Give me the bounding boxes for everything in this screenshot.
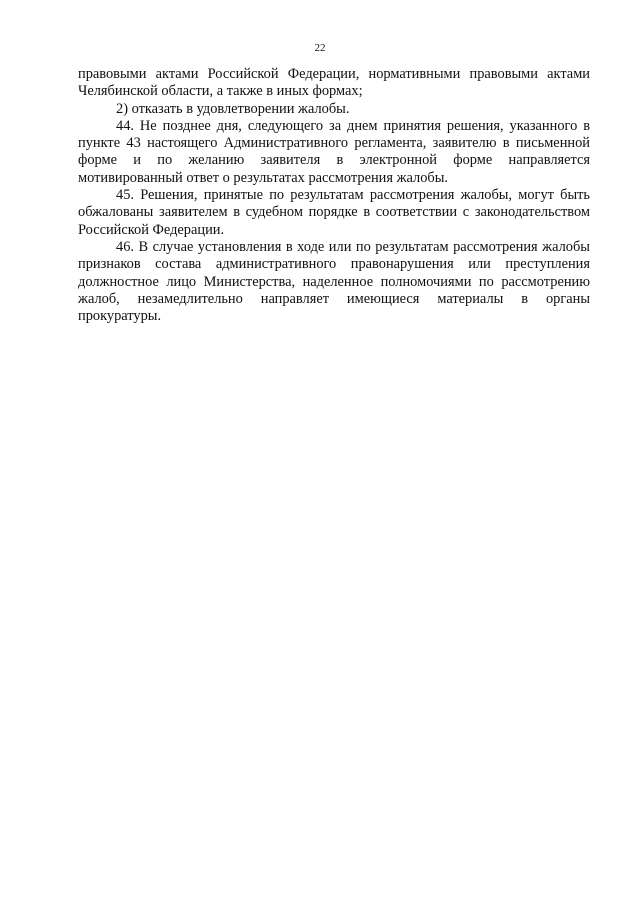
page-number: 22 (314, 42, 326, 54)
paragraph-line: законодательством Российской Федерации. (78, 204, 590, 238)
paragraph-refuse-complaint (78, 101, 590, 118)
paragraph-line: 2) отказать в удовлетворении жалобы. (116, 100, 350, 117)
paragraph-line: рассмотрению жалоб, незамедлительно направляет имеющиеся материалы в (78, 273, 590, 307)
paragraph-44 (78, 118, 590, 187)
paragraph-line: мотивированный ответ о результатах рассмотрения жалобы. (78, 169, 449, 186)
paragraph-45 (78, 187, 590, 239)
paragraph-line: Челябинской области, а также в иных формах; (78, 83, 363, 100)
paragraph-continuation (78, 66, 590, 101)
paragraph-line: 44. Не позднее дня, следующего за днем принятия решения, указанного в (116, 117, 590, 134)
paragraph-46 (78, 239, 590, 325)
paragraph-line: 46. В случае установления в ходе или по результатам рассмотрения (116, 238, 538, 255)
paragraph-line: форме и по желанию заявителя в электронной форме направляется (78, 152, 590, 169)
paragraph-line: 45. Решения, принятые по результатам рассмотрения жалобы, могут быть (116, 187, 590, 204)
paragraph-line: правовыми актами Российской Федерации, нормативными правовыми актами (78, 66, 590, 82)
paragraph-line: преступления должностное лицо Министерства, наделенное полномочиями по (78, 256, 590, 290)
paragraph-line: органы прокуратуры. (78, 290, 590, 325)
paragraph-line: жалобы признаков состава административного правонарушения или (78, 238, 590, 273)
paragraph-line: обжалованы заявителем в судебном порядке в соответствии с (78, 204, 470, 221)
document-body (78, 66, 590, 325)
paragraph-line: пункте 43 настоящего Административного регламента, заявителю в письменной (78, 135, 590, 152)
